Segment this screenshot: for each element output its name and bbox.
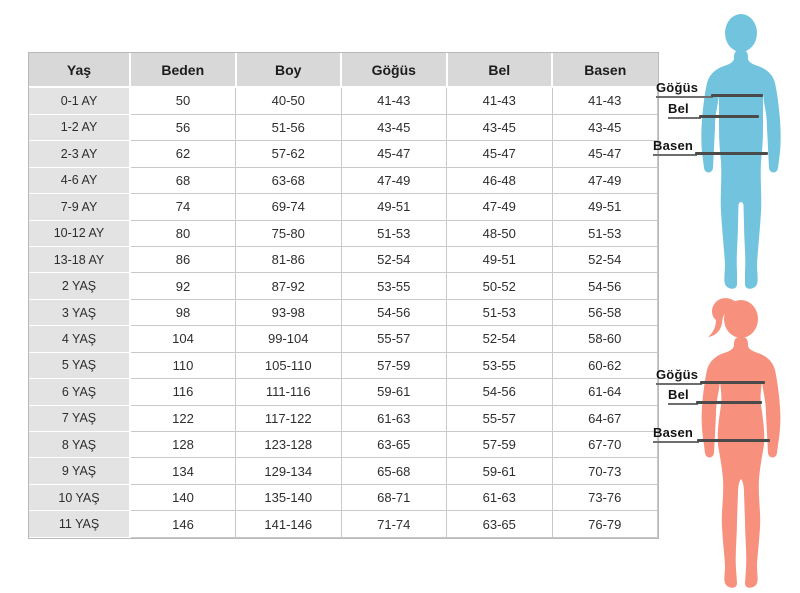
data-cell: 57-59 (341, 352, 447, 378)
data-cell: 67-70 (552, 432, 658, 458)
boy-waist-connector-line (668, 117, 701, 119)
data-cell: 74 (130, 194, 236, 220)
table-row (29, 87, 658, 114)
data-cell: 128 (130, 432, 236, 458)
data-cell: 53-55 (447, 352, 553, 378)
row-label-cell: 9 YAŞ (29, 458, 130, 484)
data-cell: 135-140 (236, 484, 342, 510)
data-cell: 45-47 (552, 141, 658, 167)
data-cell: 61-63 (447, 484, 553, 510)
data-cell: 134 (130, 458, 236, 484)
girl-hip-label: Basen (653, 425, 694, 440)
data-cell: 141-146 (236, 511, 342, 538)
boy-silhouette (690, 13, 790, 297)
size-table-head (29, 53, 658, 87)
data-cell: 71-74 (341, 511, 447, 538)
column-header: Göğüs (341, 53, 447, 87)
data-cell: 51-53 (341, 220, 447, 246)
table-row (29, 273, 658, 299)
data-cell: 87-92 (236, 273, 342, 299)
data-cell: 55-57 (341, 326, 447, 352)
data-cell: 146 (130, 511, 236, 538)
data-cell: 69-74 (236, 194, 342, 220)
data-cell: 47-49 (341, 167, 447, 193)
data-cell: 52-54 (552, 246, 658, 272)
girl-body (702, 337, 781, 588)
boy-chest-connector-line (656, 96, 713, 98)
data-cell: 58-60 (552, 326, 658, 352)
data-cell: 45-47 (447, 141, 553, 167)
data-cell: 63-68 (236, 167, 342, 193)
table-row (29, 484, 658, 510)
table-row (29, 405, 658, 431)
data-cell: 43-45 (552, 114, 658, 140)
data-cell: 54-56 (552, 273, 658, 299)
row-label-cell: 11 YAŞ (29, 511, 130, 538)
data-cell: 47-49 (447, 194, 553, 220)
column-header: Beden (130, 53, 236, 87)
data-cell: 99-104 (236, 326, 342, 352)
data-cell: 54-56 (341, 299, 447, 325)
data-cell: 65-68 (341, 458, 447, 484)
data-cell: 51-56 (236, 114, 342, 140)
row-label-cell: 6 YAŞ (29, 379, 130, 405)
table-row (29, 326, 658, 352)
data-cell: 53-55 (341, 273, 447, 299)
data-cell: 61-63 (341, 405, 447, 431)
size-table (29, 53, 658, 538)
table-row (29, 246, 658, 272)
row-label-cell: 8 YAŞ (29, 432, 130, 458)
data-cell: 56 (130, 114, 236, 140)
boy-waist-label: Bel (668, 101, 689, 116)
table-row (29, 220, 658, 246)
data-cell: 70-73 (552, 458, 658, 484)
girl-waist-label: Bel (668, 387, 689, 402)
size-table-header-row (29, 53, 658, 87)
data-cell: 68-71 (341, 484, 447, 510)
girl-chest-connector-line (656, 383, 702, 385)
data-cell: 73-76 (552, 484, 658, 510)
data-cell: 62 (130, 141, 236, 167)
data-cell: 98 (130, 299, 236, 325)
data-cell: 93-98 (236, 299, 342, 325)
girl-waist-measure-line (696, 401, 762, 404)
table-row (29, 194, 658, 220)
data-cell: 57-62 (236, 141, 342, 167)
data-cell: 75-80 (236, 220, 342, 246)
row-label-cell: 10 YAŞ (29, 484, 130, 510)
column-header: Bel (447, 53, 553, 87)
table-row (29, 432, 658, 458)
data-cell: 104 (130, 326, 236, 352)
boy-chest-measure-line (711, 94, 763, 97)
table-row (29, 458, 658, 484)
data-cell: 46-48 (447, 167, 553, 193)
table-row (29, 352, 658, 378)
row-label-cell: 2-3 AY (29, 141, 130, 167)
data-cell: 49-51 (552, 194, 658, 220)
data-cell: 45-47 (341, 141, 447, 167)
boy-chest-label: Göğüs (656, 80, 699, 95)
data-cell: 61-64 (552, 379, 658, 405)
data-cell: 123-128 (236, 432, 342, 458)
data-cell: 111-116 (236, 379, 342, 405)
data-cell: 59-61 (341, 379, 447, 405)
data-cell: 81-86 (236, 246, 342, 272)
row-label-cell: 5 YAŞ (29, 352, 130, 378)
table-row (29, 379, 658, 405)
row-label-cell: 0-1 AY (29, 87, 130, 114)
data-cell: 117-122 (236, 405, 342, 431)
row-label-cell: 7 YAŞ (29, 405, 130, 431)
data-cell: 54-56 (447, 379, 553, 405)
data-cell: 52-54 (341, 246, 447, 272)
table-row (29, 299, 658, 325)
data-cell: 110 (130, 352, 236, 378)
data-cell: 129-134 (236, 458, 342, 484)
data-cell: 63-65 (341, 432, 447, 458)
column-header: Yaş (29, 53, 130, 87)
girl-chest-label: Göğüs (656, 367, 699, 382)
girl-waist-connector-line (668, 403, 698, 405)
girl-hip-connector-line (653, 441, 699, 443)
data-cell: 122 (130, 405, 236, 431)
data-cell: 48-50 (447, 220, 553, 246)
data-cell: 60-62 (552, 352, 658, 378)
table-row (29, 114, 658, 140)
data-cell: 43-45 (341, 114, 447, 140)
data-cell: 68 (130, 167, 236, 193)
row-label-cell: 2 YAŞ (29, 273, 130, 299)
data-cell: 41-43 (447, 87, 553, 114)
size-table-body (29, 87, 658, 538)
row-label-cell: 13-18 AY (29, 246, 130, 272)
data-cell: 43-45 (447, 114, 553, 140)
boy-body (701, 50, 780, 289)
data-cell: 59-61 (447, 458, 553, 484)
column-header: Basen (552, 53, 658, 87)
row-label-cell: 1-2 AY (29, 114, 130, 140)
row-label-cell: 4 YAŞ (29, 326, 130, 352)
row-label-cell: 7-9 AY (29, 194, 130, 220)
table-row (29, 511, 658, 538)
table-row (29, 167, 658, 193)
data-cell: 86 (130, 246, 236, 272)
column-header: Boy (236, 53, 342, 87)
data-cell: 140 (130, 484, 236, 510)
data-cell: 56-58 (552, 299, 658, 325)
data-cell: 49-51 (447, 246, 553, 272)
data-cell: 41-43 (341, 87, 447, 114)
data-cell: 51-53 (552, 220, 658, 246)
data-cell: 40-50 (236, 87, 342, 114)
data-cell: 63-65 (447, 511, 553, 538)
data-cell: 105-110 (236, 352, 342, 378)
data-cell: 64-67 (552, 405, 658, 431)
data-cell: 116 (130, 379, 236, 405)
table-row (29, 141, 658, 167)
girl-head (724, 300, 758, 338)
boy-waist-measure-line (699, 115, 759, 118)
data-cell: 80 (130, 220, 236, 246)
data-cell: 92 (130, 273, 236, 299)
row-label-cell: 3 YAŞ (29, 299, 130, 325)
data-cell: 41-43 (552, 87, 658, 114)
boy-hip-connector-line (653, 154, 697, 156)
data-cell: 51-53 (447, 299, 553, 325)
data-cell: 52-54 (447, 326, 553, 352)
row-label-cell: 10-12 AY (29, 220, 130, 246)
girl-hip-measure-line (697, 439, 770, 442)
data-cell: 49-51 (341, 194, 447, 220)
boy-hip-label: Basen (653, 138, 694, 153)
data-cell: 47-49 (552, 167, 658, 193)
girl-silhouette (688, 296, 792, 590)
data-cell: 76-79 (552, 511, 658, 538)
data-cell: 50 (130, 87, 236, 114)
data-cell: 50-52 (447, 273, 553, 299)
girl-chest-measure-line (700, 381, 765, 384)
boy-hip-measure-line (695, 152, 768, 155)
data-cell: 55-57 (447, 405, 553, 431)
row-label-cell: 4-6 AY (29, 167, 130, 193)
data-cell: 57-59 (447, 432, 553, 458)
boy-head (725, 14, 757, 52)
